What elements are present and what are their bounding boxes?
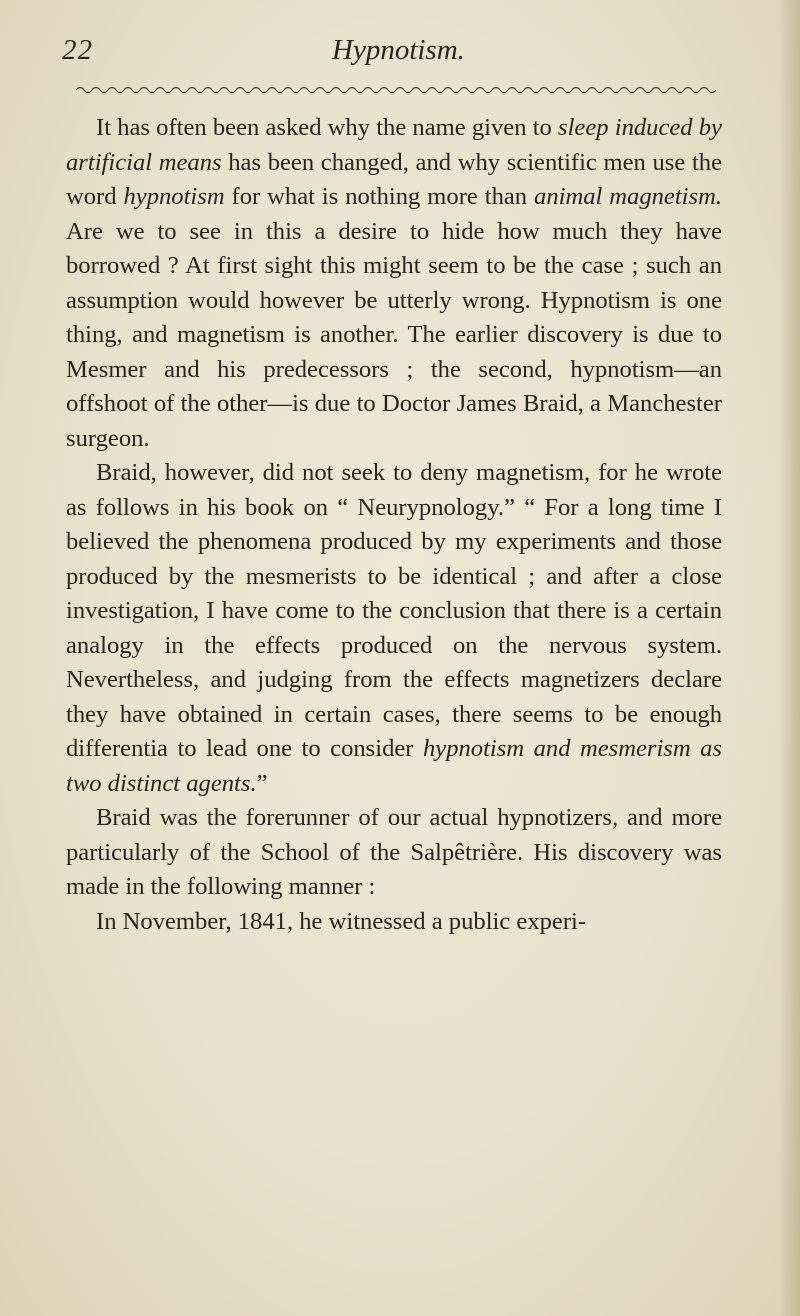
- page-number: 22: [62, 34, 93, 66]
- text-segment: has been changed, and why scientific men use the word: [66, 148, 722, 210]
- text-segment: In November, 1841, he witnessed a public experi-: [96, 907, 587, 935]
- text-segment: ”: [256, 769, 268, 797]
- text-segment: Braid was the forerunner of our actual hypnotizers, and more particularly of the School of the Salpêtrière. His discovery was made in the following manner :: [66, 804, 722, 900]
- page-edge-shadow: [778, 0, 800, 1316]
- text-segment: Braid, however, did not seek to deny magnetism, for he wrote as follows in his book on “ Neurypnology.” “ For a long time I believed the phenomena produced by my experiments and those produced by the mesmerists to be identical ; and after a close investigation, I have come to the conclusion that there is a certain analogy in the effects produced on the nervous system. Nevertheless, and judging from the effects magnetizers declare they have obtained in certain cases, there seems to be enough differentia to lead one to consider: [66, 459, 722, 762]
- running-title: Hypnotism.: [332, 34, 465, 66]
- italic-text: hypnotism: [123, 183, 225, 210]
- paragraph: [66, 111, 722, 456]
- wavy-rule-ornament: [76, 84, 716, 96]
- italic-text: animal magnetism.: [534, 183, 722, 210]
- text-segment: for what is nothing more than: [224, 183, 535, 210]
- page-header: [62, 28, 712, 72]
- italic-text: sleep induced by artificial means: [66, 114, 722, 176]
- text-segment: It has often been asked why the name given to: [96, 114, 559, 141]
- paragraph: [66, 456, 722, 801]
- paragraph: [66, 801, 722, 905]
- text-segment: Are we to see in this a desire to hide how much they have borrowed ? At first sight this might seem to be the case ; such an assumption would however be utterly wrong. Hypnotism is one thing, and magnetism is another. The earlier discovery is due to Mesmer and his predecessors ; the second, hypnotism—an offshoot of the other—is due to Doctor James Braid, a Manchester surgeon.: [66, 217, 722, 452]
- body-text: [66, 111, 722, 939]
- italic-text: hypnotism and mesmerism as two distinct agents.: [66, 735, 723, 797]
- paragraph: [66, 905, 722, 940]
